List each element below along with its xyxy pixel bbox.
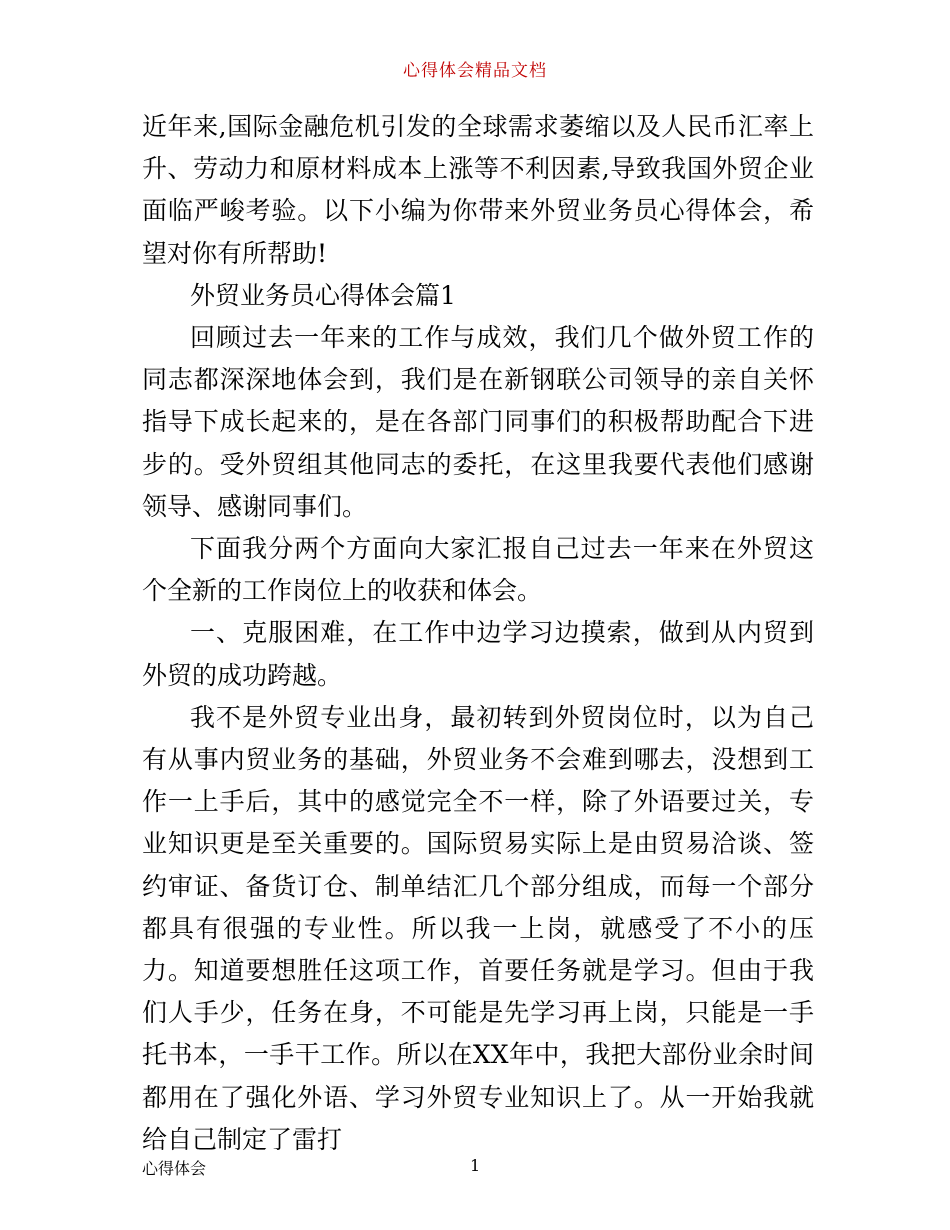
body-paragraph: 下面我分两个方面向大家汇报自己过去一年来在外贸这个全新的工作岗位上的收获和体会。 <box>142 534 814 606</box>
body-paragraph: 回顾过去一年来的工作与成效，我们几个做外贸工作的同志都深深地体会到，我们是在新钢联公司领导的亲自关怀指导下成长起来的，是在各部门同事们的积极帮助配合下进步的。受外贸组其他同志的委托，在这里我要代表他们感谢领导、感谢同事们。 <box>142 323 814 521</box>
page-header-title: 心得体会精品文档 <box>403 61 547 81</box>
document-body <box>142 106 814 1161</box>
section-heading: 外贸业务员心得体会篇1 <box>190 280 456 310</box>
subsection-heading: 一、克服困难，在工作中边学习边摸索，做到从内贸到外贸的成功跨越。 <box>142 618 814 690</box>
intro-paragraph: 近年来,国际金融危机引发的全球需求萎缩以及人民币汇率上升、劳动力和原材料成本上涨等不利因素,导致我国外贸企业面临严峻考验。以下小编为你带来外贸业务员心得体会，希望对你有所帮助! <box>142 112 814 268</box>
body-paragraph: 我不是外贸专业出身，最初转到外贸岗位时，以为自己有从事内贸业务的基础，外贸业务不会难到哪去，没想到工作一上手后，其中的感觉完全不一样，除了外语要过关，专业知识更是至关重要的。国际贸易实际上是由贸易洽谈、签约审证、备货订仓、制单结汇几个部分组成，而每一个部分都具有很强的专业性。所以我一上岗，就感受了不小的压力。知道要想胜任这项工作，首要任务就是学习。但由于我们人手少，任务在身，不可能是先学习再上岗，只能是一手托书本，一手干工作。所以在XX年中，我把大部份业余时间都用在了强化外语、学习外贸专业知识上了。从一开始我就给自己制定了雷打 <box>142 702 814 1154</box>
page-footer-label: 心得体会 <box>142 1159 207 1178</box>
page-number: 1 <box>470 1156 481 1175</box>
